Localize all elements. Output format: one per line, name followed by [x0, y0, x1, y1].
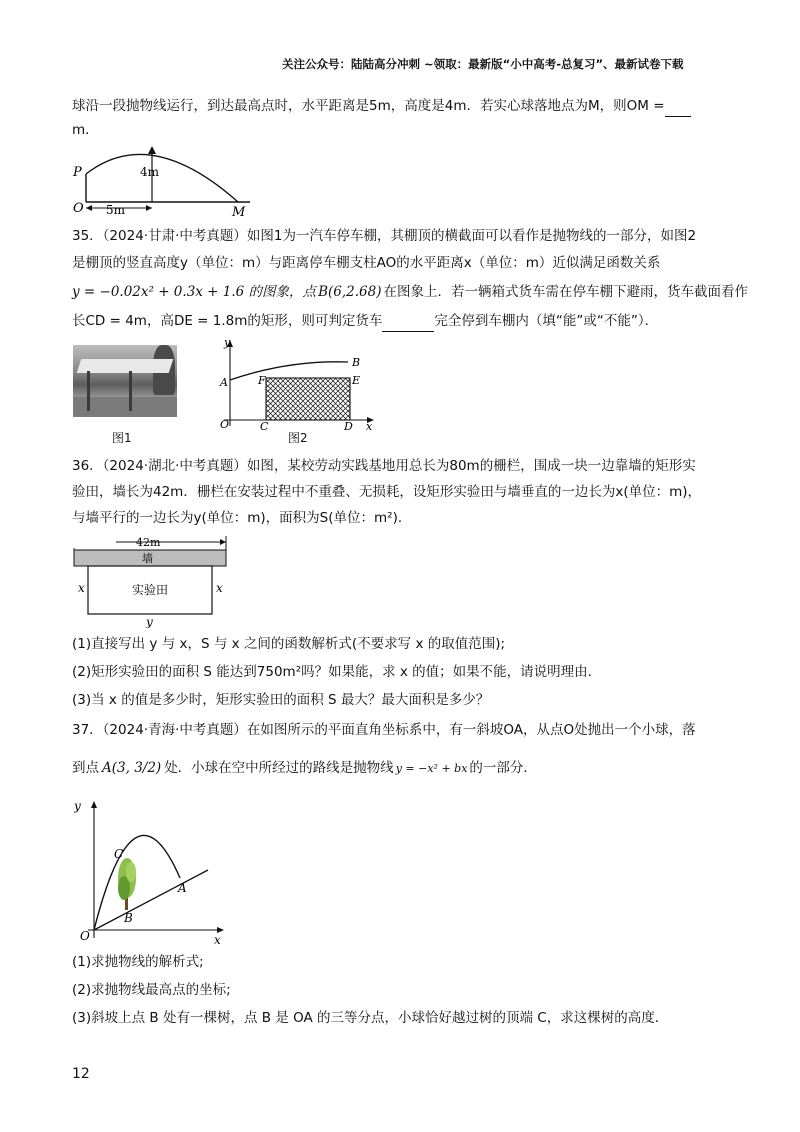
q37-sub1: (1)求抛物线的解析式;: [72, 954, 204, 970]
label-d: D: [344, 420, 353, 430]
label-e: E: [352, 374, 361, 387]
label-b: B: [352, 356, 361, 369]
q35-figure2: [208, 336, 378, 430]
q37-line2: [72, 758, 537, 779]
label-wall: 墙: [142, 552, 153, 565]
q36-line2: 验田，墙长为42m．栅栏在安装过程中不重叠、无损耗，设矩形实验田与墙垂直的一边长为x(单位：m)，: [72, 484, 702, 500]
label-bg: [70, 534, 116, 548]
answer-blank: [665, 96, 691, 117]
arrow-head-left: [86, 205, 92, 211]
q36-sub3: (3)当 x 的值是多少时，矩形实验田的面积 S 最大？最大面积是多少？: [72, 692, 490, 708]
label-c: C: [260, 420, 269, 430]
q34-figure: [70, 140, 260, 218]
q35-line4-rest: 完全停到车棚内（填“能”或“不能”）．: [434, 313, 659, 329]
q37-line2-text: 到点: [72, 760, 99, 776]
q37-line1: 37．（2024·青海·中考真题）在如图所示的平面直角坐标系中，有一斜坡OA，从点O处抛出一个小球，落: [72, 722, 696, 738]
q35-line2: 是棚顶的竖直高度y（单位：m）与距离停车棚支柱AO的水平距离x（单位：m）近似满足函数关系: [72, 255, 661, 271]
label-x: x: [214, 933, 221, 944]
label-field: 实验田: [132, 583, 169, 597]
q34-line1: [72, 96, 691, 117]
q35-function: y = −0.02x² + 0.3x + 1.6 的图象，点: [72, 284, 317, 300]
label-y: y: [74, 799, 81, 813]
photo-pole: [129, 371, 132, 411]
roof-curve: [230, 362, 348, 380]
label-o: O: [220, 418, 230, 430]
arrow-head-up: [148, 146, 156, 154]
q37-sub3: (3)斜坡上点 B 处有一棵树，点 B 是 OA 的三等分点，小球恰好越过树的顶端 C，求这棵树的高度．: [72, 1010, 669, 1026]
q35-line1: 35．（2024·甘肃·中考真题）如图1为一汽车停车棚，其棚顶的横截面可以看作是抛物线的一部分，如图2: [72, 228, 697, 244]
label-x-left: x: [78, 581, 85, 595]
q37-function: y = −x² + bx: [395, 762, 468, 775]
slope-line: [94, 870, 208, 930]
arrow-head-right: [146, 205, 152, 211]
label-x-right: x: [216, 581, 223, 595]
label-o: O: [73, 201, 84, 216]
q37-line2-mid: 处．小球在空中所经过的路线是抛物线: [164, 760, 394, 776]
q36-line1: 36．（2024·湖北·中考真题）如图，某校劳动实践基地用总长为80m的栅栏，围成一块一边靠墙的矩形实: [72, 458, 696, 474]
photo-roof: [77, 359, 174, 373]
q35-line3-rest: 在图象上．若一辆箱式货车需在停车棚下避雨，货车截面看作: [383, 284, 748, 300]
y-axis-arrow: [91, 801, 97, 808]
q37-figure: [74, 792, 234, 944]
q36-sub1: (1)直接写出 y 与 x，S 与 x 之间的函数解析式(不要求写 x 的取值范围);: [72, 636, 506, 652]
label-p: P: [73, 165, 82, 180]
label-a: A: [178, 881, 187, 895]
q36-line3: 与墙平行的一边长为y(单位：m)，面积为S(单位：m²)．: [72, 510, 412, 526]
q34-line2: m．: [72, 122, 99, 138]
photo-pole: [87, 371, 90, 411]
label-f: F: [258, 374, 266, 387]
fig1-caption: 图1: [112, 431, 132, 445]
point-b: B(6,2.68): [318, 284, 382, 300]
page-header: 关注公众号：陆陆高分冲刺 ~领取：最新版“小中高考-总复习”、最新试卷下载: [282, 57, 684, 71]
arrow-head-right: [220, 539, 226, 545]
truck-rectangle: [266, 378, 350, 420]
q36-sub2: (2)矩形实验田的面积 S 能达到750m²吗？如果能，求 x 的值；如果不能，请说明理由．: [72, 664, 602, 680]
ball-trajectory: [94, 835, 180, 930]
q34-line1-text: 球沿一段抛物线运行，到达最高点时，水平距离是5m，高度是4m．若实心球落地点为M，则OM =: [72, 98, 665, 114]
q37-sub2: (2)求抛物线最高点的坐标;: [72, 982, 231, 998]
label-y: y: [224, 336, 231, 349]
label-c: C: [114, 847, 124, 861]
carport-photo: [73, 345, 177, 417]
tree-illustration: [118, 858, 136, 910]
trajectory-curve: [86, 154, 238, 202]
label-b: B: [124, 911, 133, 925]
page-number: 12: [72, 1066, 90, 1082]
label-distance: 5m: [106, 203, 126, 217]
label-y: y: [146, 615, 153, 628]
label-x: x: [366, 420, 373, 430]
q37-line2-rest: 的一部分．: [469, 760, 537, 776]
label-m: M: [232, 205, 246, 218]
label-height: 4m: [140, 165, 160, 179]
fig2-caption: 图2: [288, 431, 308, 445]
point-a: A(3, 3/2): [102, 760, 162, 776]
q35-line4-text: 长CD = 4m，高DE = 1.8m的矩形，则可判定货车: [72, 313, 383, 329]
q36-figure: [70, 532, 234, 628]
label-o: O: [80, 929, 90, 943]
q35-line4: [72, 311, 658, 332]
q35-line3: [72, 282, 748, 302]
label-42m: 42m: [136, 536, 161, 549]
answer-blank: [382, 311, 434, 332]
tree-canopy-highlight: [126, 862, 136, 882]
label-a: A: [220, 376, 228, 389]
